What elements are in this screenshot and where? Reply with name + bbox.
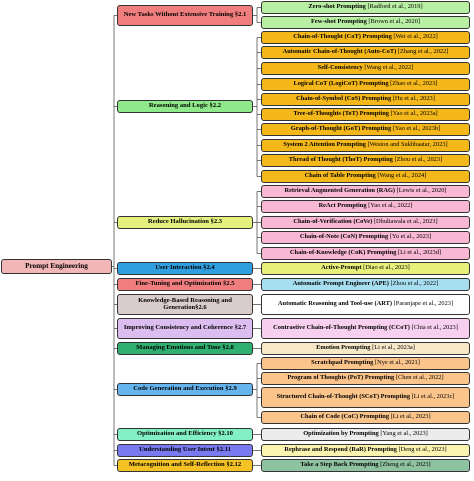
- leaf-system2: [261, 139, 470, 152]
- leaf-few-shot: [261, 16, 470, 29]
- leaf-ref: [Hu et al., 2023]: [392, 95, 435, 103]
- leaf-ref: [Yao et al., 2022]: [368, 202, 413, 210]
- root-node: [1, 259, 112, 274]
- leaf-name: Scratchpad Prompting: [311, 359, 374, 367]
- leaf-name: Chain of Table Prompting: [304, 172, 376, 180]
- leaf-tot: [261, 108, 470, 121]
- leaf-name: Chain-of-Symbol (CoS) Prompting: [296, 95, 392, 103]
- leaf-ref: [Zhou et al., 2023]: [394, 156, 443, 164]
- leaf-auto-cot: [261, 46, 470, 59]
- leaf-pot: [261, 372, 470, 385]
- leaf-name: Structured Chain-of-Thought (SCoT) Prompting: [276, 393, 411, 401]
- leaf-scratchpad: [261, 357, 470, 370]
- leaf-ref: [Zheng et al., 2023]: [380, 461, 431, 469]
- leaf-ref: [Nye et al., 2021]: [374, 359, 420, 367]
- leaf-name: Program of Thoughts (PoT) Prompting: [287, 374, 395, 382]
- leaf-ref: [Yao et al., 2023b]: [392, 125, 441, 133]
- category-label: Optimization and Efficiency §2.10: [137, 430, 233, 438]
- leaf-name: Retrieval Augmented Generation (RAG): [284, 187, 396, 195]
- leaf-name: ReAct Prompting: [318, 202, 367, 210]
- leaf-ref: [Li et al., 2023a]: [372, 344, 415, 352]
- leaf-cove: [261, 216, 470, 229]
- leaf-name: Chain-of-Note (CoN) Prompting: [299, 233, 389, 241]
- leaf-ref: [Yu et al., 2023]: [389, 233, 432, 241]
- leaf-cos: [261, 93, 470, 106]
- leaf-cot: [261, 31, 470, 44]
- category-reasoning-logic: [117, 100, 253, 113]
- leaf-zero-shot: [261, 1, 470, 14]
- leaf-rag: [261, 185, 470, 198]
- category-label: User Interaction §2.4: [155, 264, 215, 272]
- category-knowledge-reasoning: [117, 294, 253, 315]
- leaf-chain-of-table: [261, 170, 470, 183]
- category-metacognition: [117, 459, 253, 472]
- leaf-ref: [Paranjape et al., 2023]: [393, 300, 454, 308]
- category-user-intent: [117, 444, 253, 457]
- leaf-name: Contrastive Chain-of-Thought Prompting (CCoT): [273, 324, 410, 332]
- category-fine-tuning: [117, 278, 253, 291]
- leaf-thot: [261, 154, 470, 167]
- category-label: Managing Emotions and Tone §2.8: [136, 344, 234, 352]
- leaf-name: Automatic Chain-of-Thought (Auto-CoT): [282, 48, 397, 56]
- category-label: New Tasks Without Extensive Training §2.1: [123, 11, 247, 19]
- root-label: Prompt Engineering: [25, 261, 88, 270]
- leaf-name: Emotion Prompting: [316, 344, 371, 352]
- leaf-ref: [Radford et al., 2019]: [367, 3, 423, 11]
- leaf-ref: [Yao et al., 2023a]: [390, 110, 438, 118]
- leaf-emotion-prompting: [261, 342, 470, 355]
- category-label: Improving Consistency and Coherence §2.7: [123, 324, 247, 332]
- leaf-got: [261, 123, 470, 136]
- leaf-art: [261, 294, 470, 315]
- leaf-ref: [Wang et al., 2022]: [364, 64, 414, 72]
- category-consistency-coherence: [117, 318, 253, 339]
- leaf-rar: [261, 444, 470, 457]
- leaf-name: Automatic Prompt Engineer (APE): [292, 280, 389, 288]
- category-reduce-hallucination: [117, 216, 253, 229]
- category-user-interaction: [117, 262, 253, 275]
- category-optimization-efficiency: [117, 428, 253, 441]
- category-code-generation: [117, 383, 253, 396]
- leaf-name: Take a Step Back Prompting: [300, 461, 379, 469]
- leaf-ref: [Dhuliawala et al., 2023]: [373, 218, 438, 226]
- leaf-name: Optimization by Prompting: [303, 430, 379, 438]
- leaf-name: Few-shot Prompting: [310, 18, 367, 26]
- category-label: Code Generation and Execution §2.9: [133, 385, 237, 393]
- leaf-name: Active-Prompt: [321, 264, 362, 272]
- leaf-name: Chain-of-Knowledge (CoK) Prompting: [289, 249, 397, 257]
- leaf-opro: [261, 428, 470, 441]
- leaf-name: Rephrase and Respond (RaR) Prompting: [284, 446, 397, 454]
- leaf-step-back: [261, 459, 470, 472]
- category-label: Understanding User Intent §2.11: [139, 446, 231, 454]
- leaf-ccot: [261, 318, 470, 339]
- leaf-ref: [Diao et al., 2023]: [363, 264, 410, 272]
- leaf-ref: [Lewis et al., 2020]: [396, 187, 447, 195]
- leaf-ref: [Deng et al., 2023]: [398, 446, 447, 454]
- leaf-logicot: [261, 78, 470, 91]
- leaf-ref: [Zhao et al., 2023]: [390, 80, 438, 88]
- leaf-con: [261, 231, 470, 244]
- leaf-name: Automatic Reasoning and Tool-use (ART): [277, 300, 393, 308]
- leaf-name: System 2 Attention Prompting: [283, 141, 366, 149]
- leaf-name: Thread of Thought (ThoT) Prompting: [288, 156, 393, 164]
- leaf-name: Zero-shot Prompting: [308, 3, 366, 11]
- category-label: Knowledge-Based Reasoning and Generation§2.6: [138, 296, 232, 311]
- leaf-coc: [261, 411, 470, 424]
- leaf-ref: [Wei et al., 2022]: [393, 33, 438, 41]
- leaf-ref: [Zhou et al., 2022]: [390, 280, 439, 288]
- leaf-self-consistency: [261, 62, 470, 75]
- leaf-react: [261, 200, 470, 213]
- leaf-name: Tree-of-Thoughts (ToT) Prompting: [293, 110, 389, 118]
- category-label: Reasoning and Logic §2.2: [148, 102, 222, 110]
- leaf-ref: [Chen et al., 2022]: [395, 374, 444, 382]
- leaf-cok: [261, 247, 470, 260]
- category-label: Reduce Hallucination §2.3: [147, 218, 223, 226]
- leaf-ref: [Yang et al., 2023]: [380, 430, 428, 438]
- leaf-ref: [Chia et al., 2023]: [411, 324, 458, 332]
- leaf-ref: [Weston and Sukhbaatar, 2023]: [367, 141, 448, 149]
- leaf-scot: [261, 387, 470, 408]
- category-new-tasks: [117, 5, 253, 26]
- category-emotions-tone: [117, 342, 253, 355]
- leaf-ape: [261, 278, 470, 291]
- leaf-name: Chain of Code (CoC) Prompting: [300, 413, 390, 421]
- leaf-name: Logical CoT (LogiCoT) Prompting: [293, 80, 389, 88]
- leaf-ref: [Li et al., 2023d]: [397, 249, 442, 257]
- leaf-ref: [Zhang et al., 2022]: [397, 48, 449, 56]
- leaf-ref: [Wang et al., 2024]: [377, 172, 427, 180]
- category-label: Metacognition and Self-Reflection §2.12: [128, 461, 242, 469]
- category-label: Fine-Tuning and Optimization §2.5: [135, 280, 235, 288]
- leaf-ref: [Li et al., 2023]: [390, 413, 431, 421]
- leaf-name: Chain-of-Verification (CoVe): [293, 218, 373, 226]
- leaf-name: Graph-of-Thought (GoT) Prompting: [290, 125, 392, 133]
- leaf-ref: [Brown et al., 2020]: [368, 18, 421, 26]
- leaf-ref: [Li et al., 2023c]: [411, 393, 455, 401]
- leaf-name: Self-Consistency: [317, 64, 363, 72]
- leaf-name: Chain-of-Thought (CoT) Prompting: [293, 33, 392, 41]
- leaf-active-prompt: [261, 262, 470, 275]
